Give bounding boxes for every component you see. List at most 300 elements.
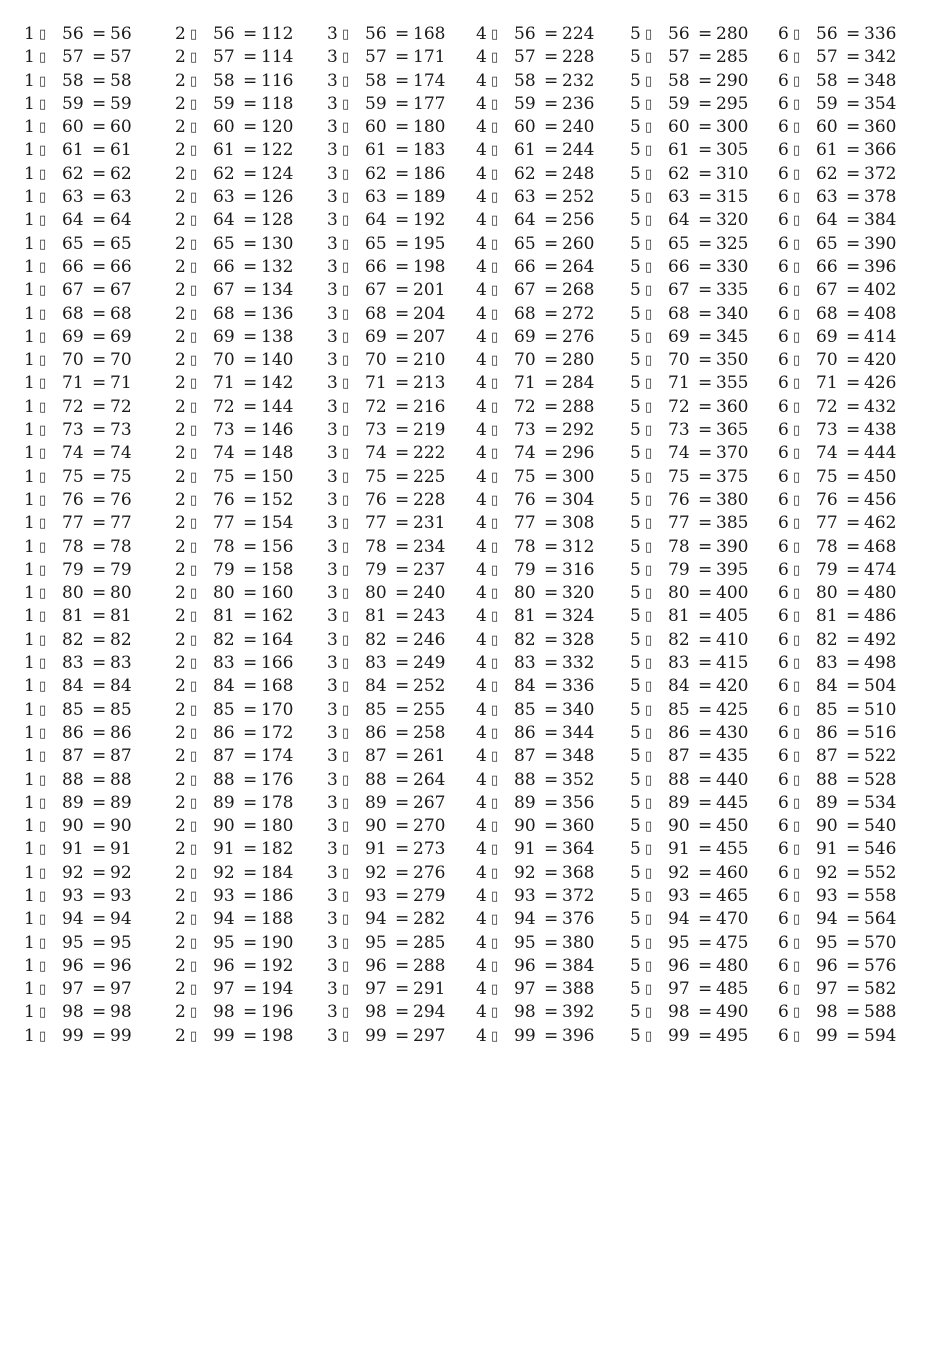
operand: 60: [816, 117, 838, 138]
multiplier: 1: [24, 117, 35, 138]
multiplier: 1: [24, 326, 35, 347]
times-symbol: ▯: [190, 725, 198, 741]
times-symbol: ▯: [645, 399, 653, 415]
times-symbol: ▯: [190, 469, 198, 485]
equals-sign: =: [846, 722, 861, 743]
product: 296: [562, 443, 595, 464]
equals-sign: =: [698, 816, 713, 837]
multiplier: 5: [630, 536, 641, 557]
product: 380: [562, 932, 595, 953]
operand: 99: [816, 1025, 838, 1046]
product: 400: [716, 583, 749, 604]
operand: 84: [816, 676, 838, 697]
times-symbol: ▯: [491, 772, 499, 788]
operand: 67: [213, 280, 235, 301]
times-symbol: ▯: [342, 819, 350, 835]
product: 177: [413, 93, 446, 114]
product: 582: [864, 979, 897, 1000]
product: 280: [716, 24, 749, 44]
product: 420: [864, 350, 897, 371]
times-symbol: ▯: [491, 539, 499, 555]
multiplier: 3: [327, 1002, 338, 1023]
product: 534: [864, 792, 897, 813]
times-symbol: ▯: [342, 399, 350, 415]
product: 308: [562, 513, 595, 534]
equals-sign: =: [395, 210, 410, 231]
operand: 61: [816, 140, 838, 161]
product: 348: [562, 746, 595, 767]
product: 376: [562, 909, 595, 930]
times-symbol: ▯: [342, 213, 350, 229]
product: 336: [864, 24, 897, 44]
product: 325: [716, 233, 749, 254]
multiplier: 1: [24, 70, 35, 91]
product: 468: [864, 536, 897, 557]
product: 340: [562, 699, 595, 720]
product: 116: [261, 70, 294, 91]
equals-sign: =: [243, 70, 258, 91]
product: 142: [261, 373, 294, 394]
equals-sign: =: [92, 326, 107, 347]
operand: 57: [514, 47, 536, 68]
multiplier: 3: [327, 256, 338, 277]
equals-sign: =: [395, 303, 410, 324]
product: 300: [562, 466, 595, 487]
product: 198: [413, 256, 446, 277]
equals-sign: =: [92, 256, 107, 277]
product: 324: [562, 606, 595, 627]
multiplier: 3: [327, 583, 338, 604]
times-symbol: ▯: [342, 190, 350, 206]
product: 388: [562, 979, 595, 1000]
product: 94: [110, 909, 132, 930]
multiplier: 3: [327, 489, 338, 510]
multiplier: 5: [630, 653, 641, 674]
multiplier: 3: [327, 350, 338, 371]
operand: 76: [365, 489, 387, 510]
equals-sign: =: [395, 280, 410, 301]
equals-sign: =: [243, 885, 258, 906]
operand: 71: [213, 373, 235, 394]
operand: 88: [816, 769, 838, 790]
equals-sign: =: [92, 303, 107, 324]
product: 348: [864, 70, 897, 91]
operand: 81: [514, 606, 536, 627]
equals-sign: =: [243, 303, 258, 324]
multiplier: 6: [778, 979, 789, 1000]
multiplier: 3: [327, 140, 338, 161]
product: 460: [716, 862, 749, 883]
product: 276: [413, 862, 446, 883]
multiplier: 2: [175, 839, 186, 860]
product: 288: [413, 955, 446, 976]
operand: 93: [668, 885, 690, 906]
equals-sign: =: [395, 629, 410, 650]
product: 295: [716, 93, 749, 114]
equals-sign: =: [243, 326, 258, 347]
multiplier: 6: [778, 70, 789, 91]
times-symbol: ▯: [190, 492, 198, 508]
multiplier: 5: [630, 1002, 641, 1023]
multiplier: 4: [476, 792, 487, 813]
product: 291: [413, 979, 446, 1000]
product: 162: [261, 606, 294, 627]
operand: 80: [668, 583, 690, 604]
multiplier: 6: [778, 909, 789, 930]
times-symbol: ▯: [190, 819, 198, 835]
operand: 98: [816, 1002, 838, 1023]
product: 294: [413, 1002, 446, 1023]
equals-sign: =: [92, 792, 107, 813]
times-symbol: ▯: [491, 446, 499, 462]
multiplier: 2: [175, 489, 186, 510]
operand: 65: [514, 233, 536, 254]
operand: 69: [816, 326, 838, 347]
product: 148: [261, 443, 294, 464]
operand: 95: [514, 932, 536, 953]
times-symbol: ▯: [39, 516, 47, 532]
multiplier: 4: [476, 1002, 487, 1023]
operand: 78: [668, 536, 690, 557]
multiplier: 5: [630, 583, 641, 604]
equals-sign: =: [544, 862, 559, 883]
equals-sign: =: [846, 1025, 861, 1046]
product: 444: [864, 443, 897, 464]
product: 504: [864, 676, 897, 697]
multiplier: 3: [327, 862, 338, 883]
times-symbol: ▯: [491, 259, 499, 275]
multiplier: 2: [175, 210, 186, 231]
multiplier: 5: [630, 163, 641, 184]
operand: 94: [213, 909, 235, 930]
equals-sign: =: [92, 1025, 107, 1046]
equals-sign: =: [92, 163, 107, 184]
operand: 89: [213, 792, 235, 813]
equals-sign: =: [395, 513, 410, 534]
operand: 91: [213, 839, 235, 860]
operand: 59: [668, 93, 690, 114]
equals-sign: =: [544, 163, 559, 184]
times-symbol: ▯: [491, 353, 499, 369]
multiplier: 2: [175, 792, 186, 813]
multiplier: 6: [778, 373, 789, 394]
product: 372: [864, 163, 897, 184]
times-symbol: ▯: [39, 702, 47, 718]
equals-sign: =: [698, 303, 713, 324]
operand: 60: [514, 117, 536, 138]
operand: 90: [365, 816, 387, 837]
operand: 81: [365, 606, 387, 627]
product: 231: [413, 513, 446, 534]
multiplier: 2: [175, 1002, 186, 1023]
multiplier: 2: [175, 93, 186, 114]
product: 59: [110, 93, 132, 114]
multiplier: 4: [476, 93, 487, 114]
multiplier: 6: [778, 303, 789, 324]
multiplier: 1: [24, 140, 35, 161]
times-symbol: ▯: [39, 283, 47, 299]
operand: 84: [365, 676, 387, 697]
operand: 92: [668, 862, 690, 883]
operand: 71: [365, 373, 387, 394]
multiplier: 4: [476, 559, 487, 580]
product: 340: [716, 303, 749, 324]
product: 384: [864, 210, 897, 231]
equals-sign: =: [846, 70, 861, 91]
operand: 93: [213, 885, 235, 906]
times-symbol: ▯: [491, 120, 499, 136]
times-symbol: ▯: [342, 27, 350, 42]
operand: 58: [668, 70, 690, 91]
operand: 88: [514, 769, 536, 790]
multiplier: 6: [778, 932, 789, 953]
equals-sign: =: [698, 979, 713, 1000]
operand: 74: [365, 443, 387, 464]
product: 89: [110, 792, 132, 813]
product: 492: [864, 629, 897, 650]
multiplier: 2: [175, 722, 186, 743]
multiplier: 5: [630, 280, 641, 301]
equals-sign: =: [395, 955, 410, 976]
equals-sign: =: [243, 792, 258, 813]
equals-sign: =: [698, 583, 713, 604]
product: 546: [864, 839, 897, 860]
operand: 62: [668, 163, 690, 184]
equals-sign: =: [395, 792, 410, 813]
equals-sign: =: [698, 256, 713, 277]
multiplier: 5: [630, 839, 641, 860]
operand: 99: [62, 1025, 84, 1046]
operand: 59: [514, 93, 536, 114]
times-symbol: ▯: [645, 236, 653, 252]
times-symbol: ▯: [190, 935, 198, 951]
multiplier: 1: [24, 466, 35, 487]
multiplier: 6: [778, 24, 789, 44]
operand: 65: [668, 233, 690, 254]
multiplier: 6: [778, 606, 789, 627]
product: 232: [562, 70, 595, 91]
multiplier: 2: [175, 559, 186, 580]
equals-sign: =: [92, 676, 107, 697]
operand: 96: [816, 955, 838, 976]
operand: 72: [514, 396, 536, 417]
operand: 97: [62, 979, 84, 1000]
product: 76: [110, 489, 132, 510]
product: 354: [864, 93, 897, 114]
equals-sign: =: [92, 140, 107, 161]
multiplier: 1: [24, 839, 35, 860]
times-symbol: ▯: [190, 399, 198, 415]
operand: 66: [816, 256, 838, 277]
operand: 96: [668, 955, 690, 976]
operand: 60: [365, 117, 387, 138]
times-symbol: ▯: [190, 143, 198, 159]
times-symbol: ▯: [39, 958, 47, 974]
multiplier: 5: [630, 559, 641, 580]
operand: 82: [365, 629, 387, 650]
product: 166: [261, 653, 294, 674]
times-symbol: ▯: [645, 749, 653, 765]
equals-sign: =: [243, 769, 258, 790]
multiplier: 6: [778, 443, 789, 464]
times-symbol: ▯: [491, 586, 499, 602]
multiplier: 6: [778, 326, 789, 347]
product: 160: [261, 583, 294, 604]
multiplier: 5: [630, 466, 641, 487]
equals-sign: =: [92, 955, 107, 976]
product: 213: [413, 373, 446, 394]
operand: 81: [213, 606, 235, 627]
times-symbol: ▯: [39, 725, 47, 741]
operand: 84: [514, 676, 536, 697]
product: 118: [261, 93, 294, 114]
times-symbol: ▯: [190, 376, 198, 392]
equals-sign: =: [846, 559, 861, 580]
equals-sign: =: [92, 117, 107, 138]
times-symbol: ▯: [190, 190, 198, 206]
operand: 64: [514, 210, 536, 231]
operand: 71: [62, 373, 84, 394]
operand: 59: [213, 93, 235, 114]
multiplier: 4: [476, 187, 487, 208]
times-symbol: ▯: [645, 27, 653, 42]
multiplier: 3: [327, 47, 338, 68]
operand: 64: [668, 210, 690, 231]
product: 395: [716, 559, 749, 580]
multiplier: 6: [778, 559, 789, 580]
equals-sign: =: [92, 885, 107, 906]
equals-sign: =: [698, 24, 713, 44]
equals-sign: =: [243, 47, 258, 68]
product: 68: [110, 303, 132, 324]
equals-sign: =: [698, 70, 713, 91]
multiplier: 3: [327, 606, 338, 627]
times-symbol: ▯: [491, 562, 499, 578]
equals-sign: =: [846, 653, 861, 674]
equals-sign: =: [846, 932, 861, 953]
equals-sign: =: [698, 885, 713, 906]
multiplier: 1: [24, 256, 35, 277]
operand: 90: [62, 816, 84, 837]
product: 320: [562, 583, 595, 604]
multiplier: 2: [175, 280, 186, 301]
equals-sign: =: [243, 1002, 258, 1023]
equals-sign: =: [92, 653, 107, 674]
times-symbol: ▯: [645, 353, 653, 369]
product: 335: [716, 280, 749, 301]
product: 120: [261, 117, 294, 138]
times-symbol: ▯: [39, 120, 47, 136]
times-symbol: ▯: [793, 609, 801, 625]
equals-sign: =: [698, 489, 713, 510]
product: 219: [413, 420, 446, 441]
equals-sign: =: [243, 443, 258, 464]
equals-sign: =: [846, 280, 861, 301]
multiplier: 6: [778, 396, 789, 417]
times-symbol: ▯: [645, 73, 653, 89]
product: 84: [110, 676, 132, 697]
equals-sign: =: [92, 350, 107, 371]
equals-sign: =: [846, 1002, 861, 1023]
times-symbol: ▯: [645, 259, 653, 275]
operand: 91: [62, 839, 84, 860]
product: 87: [110, 746, 132, 767]
equals-sign: =: [243, 676, 258, 697]
operand: 58: [816, 70, 838, 91]
equals-sign: =: [544, 816, 559, 837]
product: 360: [562, 816, 595, 837]
operand: 67: [816, 280, 838, 301]
times-symbol: ▯: [342, 353, 350, 369]
equals-sign: =: [698, 396, 713, 417]
multiplier: 2: [175, 629, 186, 650]
equals-sign: =: [395, 24, 410, 44]
equals-sign: =: [846, 396, 861, 417]
operand: 64: [816, 210, 838, 231]
times-symbol: ▯: [645, 865, 653, 881]
multiplier: 6: [778, 1002, 789, 1023]
equals-sign: =: [92, 559, 107, 580]
product: 56: [110, 24, 132, 44]
operand: 83: [213, 653, 235, 674]
operand: 66: [668, 256, 690, 277]
product: 249: [413, 653, 446, 674]
operand: 63: [365, 187, 387, 208]
operand: 86: [668, 722, 690, 743]
equals-sign: =: [698, 699, 713, 720]
product: 198: [261, 1025, 294, 1046]
operand: 79: [365, 559, 387, 580]
operand: 96: [514, 955, 536, 976]
times-symbol: ▯: [342, 772, 350, 788]
operand: 83: [514, 653, 536, 674]
times-symbol: ▯: [342, 50, 350, 66]
operand: 97: [213, 979, 235, 1000]
equals-sign: =: [92, 629, 107, 650]
operand: 65: [365, 233, 387, 254]
times-symbol: ▯: [793, 562, 801, 578]
operand: 64: [62, 210, 84, 231]
times-symbol: ▯: [793, 213, 801, 229]
times-symbol: ▯: [645, 539, 653, 555]
times-symbol: ▯: [342, 539, 350, 555]
times-symbol: ▯: [491, 609, 499, 625]
times-symbol: ▯: [645, 283, 653, 299]
product: 99: [110, 1025, 132, 1046]
product: 285: [413, 932, 446, 953]
times-symbol: ▯: [491, 399, 499, 415]
product: 292: [562, 420, 595, 441]
multiplier: 5: [630, 885, 641, 906]
product: 184: [261, 862, 294, 883]
times-symbol: ▯: [645, 1005, 653, 1021]
multiplier: 1: [24, 489, 35, 510]
equals-sign: =: [846, 513, 861, 534]
times-symbol: ▯: [39, 236, 47, 252]
multiplier: 2: [175, 746, 186, 767]
times-symbol: ▯: [645, 958, 653, 974]
equals-sign: =: [846, 792, 861, 813]
multiplier: 6: [778, 350, 789, 371]
multiplier: 5: [630, 187, 641, 208]
multiplier: 3: [327, 373, 338, 394]
multiplier: 6: [778, 489, 789, 510]
equals-sign: =: [846, 303, 861, 324]
operand: 62: [514, 163, 536, 184]
multiplier: 2: [175, 816, 186, 837]
multiplier: 3: [327, 955, 338, 976]
multiplier: 4: [476, 140, 487, 161]
